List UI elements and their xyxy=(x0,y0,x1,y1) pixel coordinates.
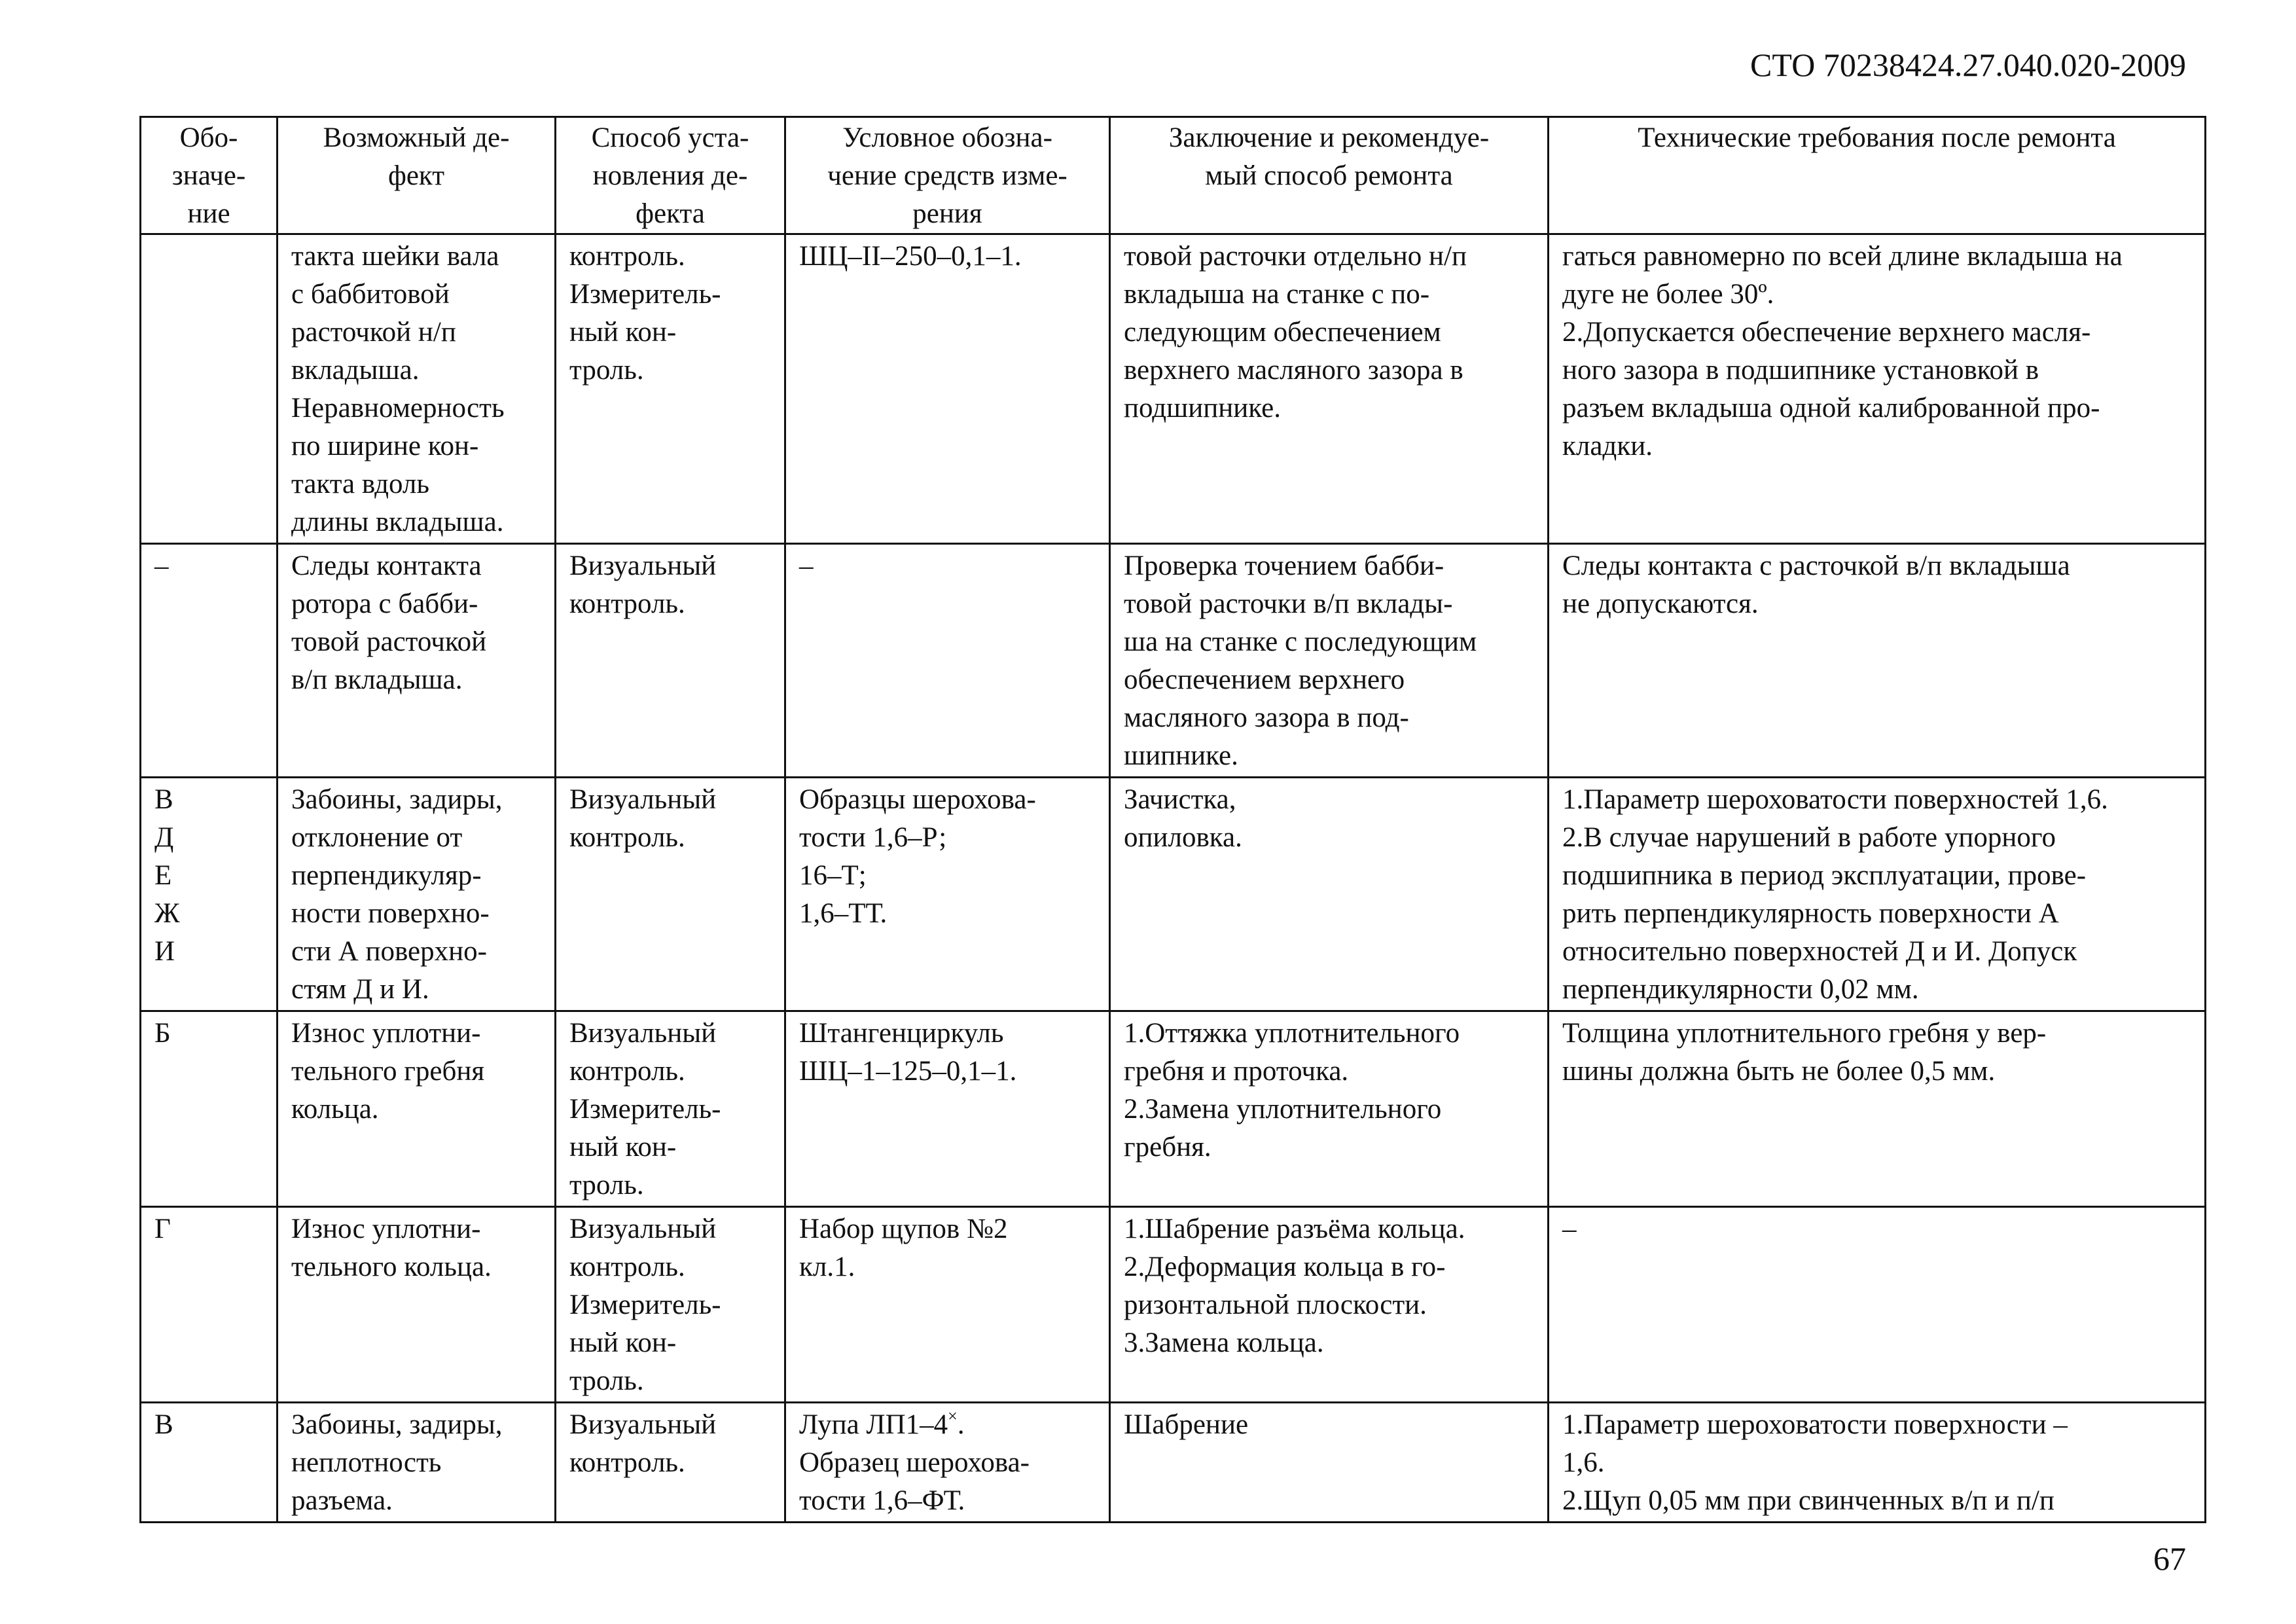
cell-line: ШЦ–1–125–0,1–1. xyxy=(799,1056,1017,1087)
cell-line: тости 1,6–Р; xyxy=(799,822,947,853)
cell-line: контроль. xyxy=(569,241,685,272)
cell-line: неплотность xyxy=(291,1447,442,1478)
cell-line: Визуальный xyxy=(569,550,717,581)
table-row xyxy=(141,1011,2206,1207)
cell-line: 2.Замена уплотнительного xyxy=(1124,1094,1442,1125)
cell-line: Д xyxy=(154,822,174,853)
repair-method-cell xyxy=(1110,234,1549,544)
cell-line: Забоины, задиры, xyxy=(291,1409,503,1440)
cell-line: – xyxy=(1562,1214,1577,1244)
cell-line: шины должна быть не более 0,5 мм. xyxy=(1562,1056,1996,1087)
cell-line: Измеритель- xyxy=(569,279,721,310)
cell-line: гаться равномерно по всей длине вкладыша на xyxy=(1562,241,2123,272)
header-row xyxy=(141,117,2206,234)
cell-line: Износ уплотни- xyxy=(291,1018,481,1049)
cell-line: Образец шерохова- xyxy=(799,1447,1030,1478)
cell-line: с баббитовой xyxy=(291,279,450,310)
defect-cell xyxy=(278,544,556,778)
detection-method-cell xyxy=(556,1403,785,1523)
cell-line: ного зазора в подшипнике установкой в xyxy=(1562,355,2039,386)
table-body xyxy=(141,234,2206,1523)
cell-line: 2.В случае нарушений в работе упорного xyxy=(1562,822,2056,853)
cell-line: тости 1,6–ФТ. xyxy=(799,1485,965,1516)
cell-line: 2.Допускается обеспечение верхнего масля- xyxy=(1562,317,2091,348)
measuring-tools-cell xyxy=(785,234,1110,544)
requirements-cell xyxy=(1549,1403,2206,1523)
cell-line: 1.Параметр шероховатости поверхностей 1,6. xyxy=(1562,784,2108,815)
cell-line: 16–Т; xyxy=(799,860,867,891)
requirements-cell xyxy=(1549,544,2206,778)
designation-cell xyxy=(141,778,278,1011)
cell-line: Набор щупов №2 xyxy=(799,1214,1008,1244)
cell-line: контроль. xyxy=(569,1056,685,1087)
cell-line: 2.Щуп 0,05 мм при свинченных в/п и п/п xyxy=(1562,1485,2054,1516)
cell-text: Лупа ЛП1–4 xyxy=(799,1409,948,1440)
cell-line: 1.Шабрение разъёма кольца. xyxy=(1124,1214,1465,1244)
cell-line: гребня и проточка. xyxy=(1124,1056,1349,1087)
cell-line: товой расточки отдельно н/п xyxy=(1124,241,1467,272)
cell-line: Зачистка, xyxy=(1124,784,1236,815)
cell-line: Г xyxy=(154,1214,171,1244)
column-header-line: ние xyxy=(187,198,230,229)
cell-line: Неравномерность xyxy=(291,393,505,424)
column-header-line: Возможный де- xyxy=(323,122,510,153)
column-header-line: рения xyxy=(912,198,982,229)
cell-line: ротора с бабби- xyxy=(291,588,478,619)
cell-line: Лупа ЛП1–4×. xyxy=(799,1407,965,1440)
measuring-tools-cell xyxy=(785,544,1110,778)
cell-line: рить перпендикулярность поверхности А xyxy=(1562,898,2059,929)
cell-line: контроль. xyxy=(569,1252,685,1282)
designation-cell xyxy=(141,1011,278,1207)
table-row xyxy=(141,544,2206,778)
cell-line: ный кон- xyxy=(569,317,677,348)
cell-line: гребня. xyxy=(1124,1132,1211,1163)
cell-line: дуге не более 30º. xyxy=(1562,279,1774,310)
cell-line: Измеритель- xyxy=(569,1290,721,1320)
cell-line: Толщина уплотнительного гребня у вер- xyxy=(1562,1018,2047,1049)
column-header-line: Способ уста- xyxy=(591,122,749,153)
cell-line: сти А поверхно- xyxy=(291,936,487,967)
defect-cell xyxy=(278,1403,556,1523)
cell-line: ный кон- xyxy=(569,1132,677,1163)
cell-line: подшипнике. xyxy=(1124,393,1281,424)
cell-line: Следы контакта с расточкой в/п вкладыша xyxy=(1562,550,2070,581)
cell-line: шипнике. xyxy=(1124,740,1238,771)
cell-line: Следы контакта xyxy=(291,550,482,581)
detection-method-cell xyxy=(556,544,785,778)
requirements-cell xyxy=(1549,234,2206,544)
cell-line: 1.Параметр шероховатости поверхности – xyxy=(1562,1409,2068,1440)
cell-line: В xyxy=(154,784,173,815)
requirements-cell xyxy=(1549,1011,2206,1207)
requirements-cell xyxy=(1549,1207,2206,1403)
detection-method-cell xyxy=(556,1207,785,1403)
cell-line: верхнего масляного зазора в xyxy=(1124,355,1463,386)
requirements-cell xyxy=(1549,778,2206,1011)
cell-line: такта шейки вала xyxy=(291,241,499,272)
cell-line: длины вкладыша. xyxy=(291,507,504,537)
cell-line: относительно поверхностей Д и И. Допуск xyxy=(1562,936,2077,967)
table-row xyxy=(141,234,2206,544)
cell-line: Визуальный xyxy=(569,784,717,815)
cell-line: троль. xyxy=(569,1170,644,1200)
table-row xyxy=(141,1403,2206,1523)
cell-line: 1,6–ТТ. xyxy=(799,898,888,929)
cell-line: 1,6. xyxy=(1562,1447,1605,1478)
designation-cell xyxy=(141,1207,278,1403)
cell-line: следующим обеспечением xyxy=(1124,317,1441,348)
detection-method-cell xyxy=(556,778,785,1011)
cell-line: Измеритель- xyxy=(569,1094,721,1125)
detection-method-cell xyxy=(556,234,785,544)
column-header-line: фект xyxy=(387,160,445,191)
document-code: СТО 70238424.27.040.020-2009 xyxy=(1750,46,2186,83)
repair-method-cell xyxy=(1110,1207,1549,1403)
cell-line: опиловка. xyxy=(1124,822,1242,853)
repair-method-cell xyxy=(1110,1011,1549,1207)
defect-cell xyxy=(278,1207,556,1403)
cell-line: стям Д и И. xyxy=(291,974,429,1005)
column-header-line: новления де- xyxy=(592,160,748,191)
cell-line: ризонтальной плоскости. xyxy=(1124,1290,1427,1320)
repair-method-cell xyxy=(1110,544,1549,778)
cell-line: троль. xyxy=(569,1365,644,1396)
column-header-line: чение средств изме- xyxy=(827,160,1067,191)
measuring-tools-cell xyxy=(785,1011,1110,1207)
cell-line: вкладыша на станке с по- xyxy=(1124,279,1430,310)
cell-line: в/п вкладыша. xyxy=(291,664,463,695)
cell-line: ный кон- xyxy=(569,1327,677,1358)
cell-line: кольца. xyxy=(291,1094,379,1125)
cell-line: Б xyxy=(154,1018,171,1049)
column-header xyxy=(141,117,278,234)
cell-line: Е xyxy=(154,860,172,891)
cell-line: такта вдоль xyxy=(291,469,429,499)
repair-method-cell xyxy=(1110,778,1549,1011)
cell-line: не допускаются. xyxy=(1562,588,1759,619)
cell-line: 3.Замена кольца. xyxy=(1124,1327,1324,1358)
cell-line: перпендикулярности 0,02 мм. xyxy=(1562,974,1919,1005)
repair-method-cell xyxy=(1110,1403,1549,1523)
cell-line: отклонение от xyxy=(291,822,463,853)
designation-cell xyxy=(141,234,278,544)
cell-line: расточкой н/п xyxy=(291,317,456,348)
column-header xyxy=(1549,117,2206,234)
cell-line: товой расточки в/п вклады- xyxy=(1124,588,1453,619)
column-header-line: фекта xyxy=(636,198,705,229)
cell-line: контроль. xyxy=(569,588,685,619)
cell-line: Шабрение xyxy=(1124,1409,1249,1440)
cell-line: масляного зазора в под- xyxy=(1124,702,1409,733)
column-header-line: Условное обозна- xyxy=(842,122,1052,153)
cell-line: контроль. xyxy=(569,1447,685,1478)
column-header-line: Обо- xyxy=(179,122,238,153)
cell-line: ша на станке с последующим xyxy=(1124,626,1477,657)
cell-line: 1.Оттяжка уплотнительного xyxy=(1124,1018,1460,1049)
table-row xyxy=(141,1207,2206,1403)
cell-line: ности поверхно- xyxy=(291,898,490,929)
superscript-mark: × xyxy=(948,1407,958,1426)
cell-line: вкладыша. xyxy=(291,355,420,386)
table-row xyxy=(141,778,2206,1011)
cell-line: кл.1. xyxy=(799,1252,855,1282)
designation-cell xyxy=(141,1403,278,1523)
cell-line: Забоины, задиры, xyxy=(291,784,503,815)
cell-line: ШЦ–II–250–0,1–1. xyxy=(799,241,1022,272)
cell-line: разъема. xyxy=(291,1485,393,1516)
cell-line: Визуальный xyxy=(569,1018,717,1049)
cell-line: подшипника в период эксплуатации, прове- xyxy=(1562,860,2087,891)
cell-line: тельного гребня xyxy=(291,1056,485,1087)
column-header xyxy=(278,117,556,234)
cell-line: тельного кольца. xyxy=(291,1252,492,1282)
cell-line: троль. xyxy=(569,355,644,386)
cell-line: обеспечением верхнего xyxy=(1124,664,1405,695)
cell-line: Проверка точением бабби- xyxy=(1124,550,1444,581)
cell-line: контроль. xyxy=(569,822,685,853)
cell-line: Образцы шерохова- xyxy=(799,784,1036,815)
defect-cell xyxy=(278,1011,556,1207)
cell-line: Износ уплотни- xyxy=(291,1214,481,1244)
column-header xyxy=(1110,117,1549,234)
measuring-tools-cell xyxy=(785,1403,1110,1523)
column-header-line: мый способ ремонта xyxy=(1205,160,1453,191)
detection-method-cell xyxy=(556,1011,785,1207)
defect-cell xyxy=(278,234,556,544)
cell-line: кладки. xyxy=(1562,431,1653,461)
cell-line: И xyxy=(154,936,175,967)
cell-line: разъем вкладыша одной калиброванной про- xyxy=(1562,393,2100,424)
column-header-line: значе- xyxy=(171,160,246,191)
measuring-tools-cell xyxy=(785,778,1110,1011)
page-number: 67 xyxy=(2153,1540,2186,1577)
cell-line: Штангенциркуль xyxy=(799,1018,1004,1049)
cell-line: Визуальный xyxy=(569,1214,717,1244)
column-header-line: Технические требования после ремонта xyxy=(1638,122,2116,153)
cell-line: Визуальный xyxy=(569,1409,717,1440)
cell-line: – xyxy=(799,550,814,581)
column-header-line: Заключение и рекомендуе- xyxy=(1168,122,1490,153)
defect-cell xyxy=(278,778,556,1011)
cell-line: Ж xyxy=(154,898,180,929)
column-header xyxy=(785,117,1110,234)
cell-line: товой расточкой xyxy=(291,626,487,657)
designation-cell xyxy=(141,544,278,778)
cell-line: по ширине кон- xyxy=(291,431,479,461)
cell-line: – xyxy=(154,550,169,581)
cell-line: 2.Деформация кольца в го- xyxy=(1124,1252,1446,1282)
column-header xyxy=(556,117,785,234)
cell-line: В xyxy=(154,1409,173,1440)
measuring-tools-cell xyxy=(785,1207,1110,1403)
cell-line: перпендикуляр- xyxy=(291,860,482,891)
defect-table xyxy=(139,116,2206,1523)
